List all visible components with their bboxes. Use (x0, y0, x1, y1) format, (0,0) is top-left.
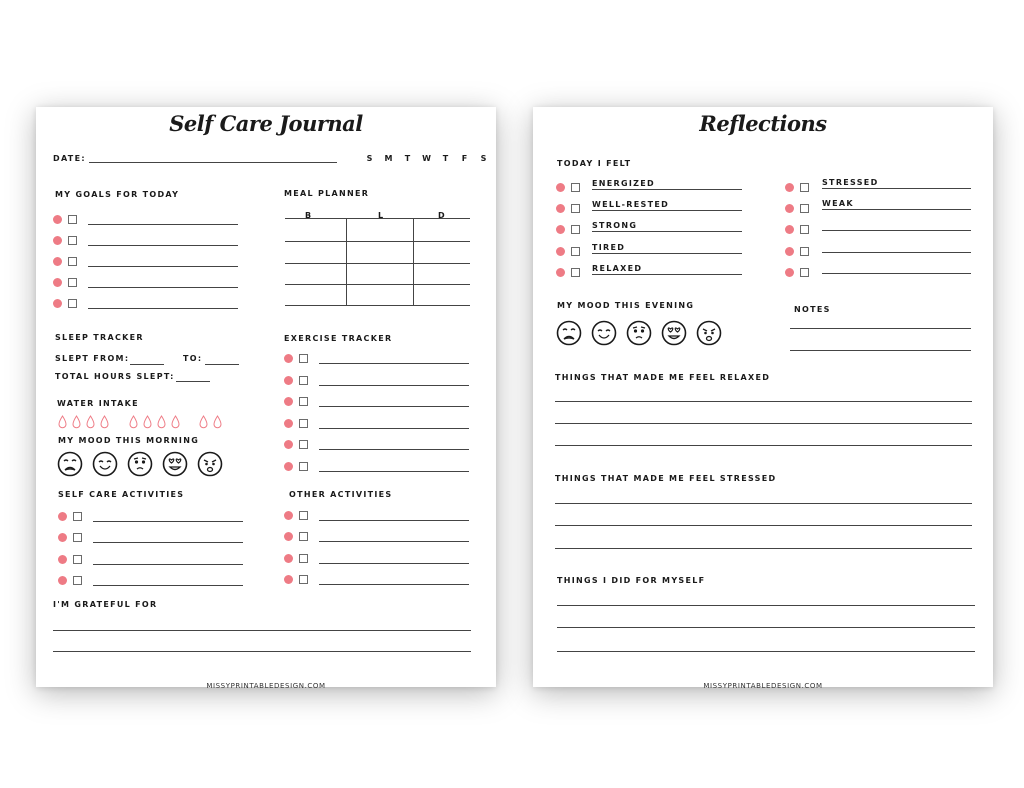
notes-header: NOTES (794, 305, 831, 314)
grateful-line[interactable] (53, 630, 471, 631)
self-care-bullet (58, 555, 67, 564)
water-drop-icon[interactable] (171, 414, 180, 428)
feeling-line[interactable] (592, 210, 742, 211)
total-hours-label: TOTAL HOURS SLEPT: (55, 372, 175, 381)
day-wed[interactable]: W (422, 154, 431, 163)
self-care-checkbox[interactable] (73, 533, 82, 542)
weekday-row (360, 154, 493, 163)
self-care-line[interactable] (93, 564, 243, 565)
meal-col-dinner: D (438, 211, 446, 220)
goal-checkbox[interactable] (68, 278, 77, 287)
sad-face-icon[interactable] (57, 451, 83, 477)
writing-line[interactable] (557, 651, 975, 652)
exercise-bullet (284, 397, 293, 406)
smiling-face-icon[interactable] (591, 320, 617, 346)
feeling-bullet (785, 247, 794, 256)
feeling-bullet (556, 247, 565, 256)
heart-eyes-face-icon[interactable] (162, 451, 188, 477)
feeling-bullet (785, 183, 794, 192)
writing-line[interactable] (555, 548, 972, 549)
goal-bullet (53, 278, 62, 287)
meal-planner-header: MEAL PLANNER (284, 189, 370, 198)
page-title: Reflections (699, 111, 827, 136)
goal-checkbox[interactable] (68, 215, 77, 224)
goal-line[interactable] (88, 287, 238, 288)
footer-website: MISSYPRINTABLEDESIGN.COM (703, 682, 823, 690)
other-activity-bullet (284, 511, 293, 520)
worried-face-icon[interactable] (127, 451, 153, 477)
total-hours-field[interactable] (176, 381, 210, 382)
slept-from-field[interactable] (130, 364, 164, 365)
mood-evening-header: MY MOOD THIS EVENING (557, 301, 695, 310)
day-fri[interactable]: F (461, 154, 468, 163)
writing-line[interactable] (555, 525, 972, 526)
other-activity-checkbox[interactable] (299, 511, 308, 520)
feeling-label: TIRED (592, 242, 626, 252)
feeling-bullet (556, 183, 565, 192)
water-intake-header: WATER INTAKE (57, 399, 139, 408)
water-drop-icon[interactable] (143, 414, 152, 428)
water-drop-icon[interactable] (199, 414, 208, 428)
reflections-page (533, 107, 993, 690)
grateful-header: I'M GRATEFUL FOR (53, 600, 158, 609)
date-line[interactable] (89, 162, 337, 163)
other-activity-bullet (284, 554, 293, 563)
meal-row-line[interactable] (285, 263, 470, 264)
feeling-line[interactable] (592, 189, 742, 190)
feeling-bullet (556, 225, 565, 234)
feeling-checkbox[interactable] (800, 225, 809, 234)
feeling-bullet (785, 225, 794, 234)
exercise-bullet (284, 440, 293, 449)
writing-line[interactable] (555, 503, 972, 504)
relaxed-header: THINGS THAT MADE ME FEEL RELAXED (555, 373, 771, 382)
grateful-line[interactable] (53, 651, 471, 652)
day-mon[interactable]: M (384, 154, 393, 163)
feeling-checkbox[interactable] (571, 268, 580, 277)
water-drop-icon[interactable] (157, 414, 166, 428)
goal-checkbox[interactable] (68, 257, 77, 266)
feeling-checkbox[interactable] (800, 268, 809, 277)
other-activity-checkbox[interactable] (299, 575, 308, 584)
writing-line[interactable] (557, 627, 975, 628)
meal-col-breakfast: B (305, 211, 313, 220)
feeling-line[interactable] (822, 188, 971, 189)
date-label: DATE: (53, 154, 86, 163)
exercise-checkbox[interactable] (299, 440, 308, 449)
feeling-line[interactable] (822, 252, 971, 253)
today-i-felt-header: TODAY I FELT (557, 159, 632, 168)
day-sat[interactable]: S (480, 154, 487, 163)
feeling-label: STRONG (592, 221, 638, 231)
exercise-checkbox[interactable] (299, 354, 308, 363)
other-activity-line[interactable] (319, 520, 469, 521)
exercise-line[interactable] (319, 449, 469, 450)
feeling-checkbox[interactable] (800, 183, 809, 192)
other-activities-header: OTHER ACTIVITIES (289, 490, 393, 499)
feeling-checkbox[interactable] (571, 225, 580, 234)
exercise-line[interactable] (319, 471, 469, 472)
other-activity-line[interactable] (319, 541, 469, 542)
feeling-line[interactable] (592, 253, 742, 254)
writing-line[interactable] (555, 401, 972, 402)
exercise-checkbox[interactable] (299, 397, 308, 406)
feeling-checkbox[interactable] (571, 204, 580, 213)
goal-bullet (53, 215, 62, 224)
exercise-tracker-header: EXERCISE TRACKER (284, 334, 393, 343)
feeling-line[interactable] (592, 274, 742, 275)
writing-line[interactable] (557, 605, 975, 606)
other-activity-line[interactable] (319, 584, 469, 585)
footer-website: MISSYPRINTABLEDESIGN.COM (206, 682, 326, 690)
feeling-bullet (556, 204, 565, 213)
goal-bullet (53, 257, 62, 266)
mood-morning-header: MY MOOD THIS MORNING (58, 436, 200, 445)
goal-line[interactable] (88, 266, 238, 267)
goal-line[interactable] (88, 308, 238, 309)
self-care-checkbox[interactable] (73, 555, 82, 564)
writing-line[interactable] (555, 423, 972, 424)
angry-face-icon[interactable] (696, 320, 722, 346)
self-care-activities-header: SELF CARE ACTIVITIES (58, 490, 185, 499)
goal-checkbox[interactable] (68, 299, 77, 308)
exercise-line[interactable] (319, 385, 469, 386)
day-sun[interactable]: S (366, 154, 373, 163)
feeling-label: RELAXED (592, 263, 643, 273)
self-care-journal-page (36, 107, 496, 690)
feeling-line[interactable] (592, 231, 742, 232)
water-drop-icon[interactable] (58, 414, 67, 428)
self-care-line[interactable] (93, 585, 243, 586)
other-activity-checkbox[interactable] (299, 554, 308, 563)
other-activity-bullet (284, 532, 293, 541)
exercise-bullet (284, 376, 293, 385)
exercise-bullet (284, 354, 293, 363)
exercise-line[interactable] (319, 428, 469, 429)
other-activity-bullet (284, 575, 293, 584)
feeling-bullet (785, 204, 794, 213)
worried-face-icon[interactable] (626, 320, 652, 346)
writing-line[interactable] (555, 445, 972, 446)
exercise-bullet (284, 462, 293, 471)
feeling-label: ENERGIZED (592, 179, 655, 188)
goal-line[interactable] (88, 245, 238, 246)
self-care-checkbox[interactable] (73, 512, 82, 521)
exercise-checkbox[interactable] (299, 462, 308, 471)
myself-header: THINGS I DID FOR MYSELF (557, 576, 706, 585)
water-drop-icon[interactable] (129, 414, 138, 428)
goal-bullet (53, 236, 62, 245)
sleep-to-label: TO: (183, 354, 203, 363)
meal-col-divider (413, 218, 414, 306)
feeling-label: STRESSED (822, 178, 879, 187)
sad-face-icon[interactable] (556, 320, 582, 346)
notes-line[interactable] (790, 328, 971, 329)
exercise-line[interactable] (319, 406, 469, 407)
feeling-bullet (785, 268, 794, 277)
feeling-checkbox[interactable] (800, 247, 809, 256)
meal-row-line[interactable] (285, 241, 470, 242)
self-care-bullet (58, 576, 67, 585)
water-drop-icon[interactable] (213, 414, 222, 428)
self-care-bullet (58, 533, 67, 542)
meal-row-line[interactable] (285, 305, 470, 306)
feeling-line[interactable] (822, 209, 971, 210)
feeling-line[interactable] (822, 273, 971, 274)
self-care-line[interactable] (93, 521, 243, 522)
sleep-to-field[interactable] (205, 364, 239, 365)
goals-header: MY GOALS FOR TODAY (55, 190, 180, 199)
heart-eyes-face-icon[interactable] (661, 320, 687, 346)
exercise-checkbox[interactable] (299, 376, 308, 385)
self-care-line[interactable] (93, 542, 243, 543)
exercise-bullet (284, 419, 293, 428)
angry-face-icon[interactable] (197, 451, 223, 477)
goal-bullet (53, 299, 62, 308)
stressed-header: THINGS THAT MADE ME FEEL STRESSED (555, 474, 777, 483)
water-drop-icon[interactable] (100, 414, 109, 428)
other-activity-checkbox[interactable] (299, 532, 308, 541)
other-activity-line[interactable] (319, 563, 469, 564)
water-drop-icon[interactable] (72, 414, 81, 428)
goal-checkbox[interactable] (68, 236, 77, 245)
feeling-bullet (556, 268, 565, 277)
self-care-bullet (58, 512, 67, 521)
feeling-checkbox[interactable] (571, 183, 580, 192)
feeling-checkbox[interactable] (571, 247, 580, 256)
meal-col-divider (346, 218, 347, 306)
meal-row-line[interactable] (285, 218, 470, 219)
exercise-line[interactable] (319, 363, 469, 364)
feeling-label: WELL-RESTED (592, 200, 670, 210)
day-thu[interactable]: T (442, 154, 449, 163)
self-care-checkbox[interactable] (73, 576, 82, 585)
meal-col-lunch: L (378, 211, 385, 220)
water-drop-icon[interactable] (86, 414, 95, 428)
smiling-face-icon[interactable] (92, 451, 118, 477)
meal-row-line[interactable] (285, 284, 470, 285)
sleep-tracker-header: SLEEP TRACKER (55, 333, 144, 342)
goal-line[interactable] (88, 224, 238, 225)
exercise-checkbox[interactable] (299, 419, 308, 428)
slept-from-label: SLEPT FROM: (55, 354, 130, 363)
feeling-checkbox[interactable] (800, 204, 809, 213)
feeling-line[interactable] (822, 230, 971, 231)
feeling-label: WEAK (822, 199, 854, 209)
page-title: Self Care Journal (169, 111, 363, 136)
day-tue[interactable]: T (404, 154, 411, 163)
notes-line[interactable] (790, 350, 971, 351)
